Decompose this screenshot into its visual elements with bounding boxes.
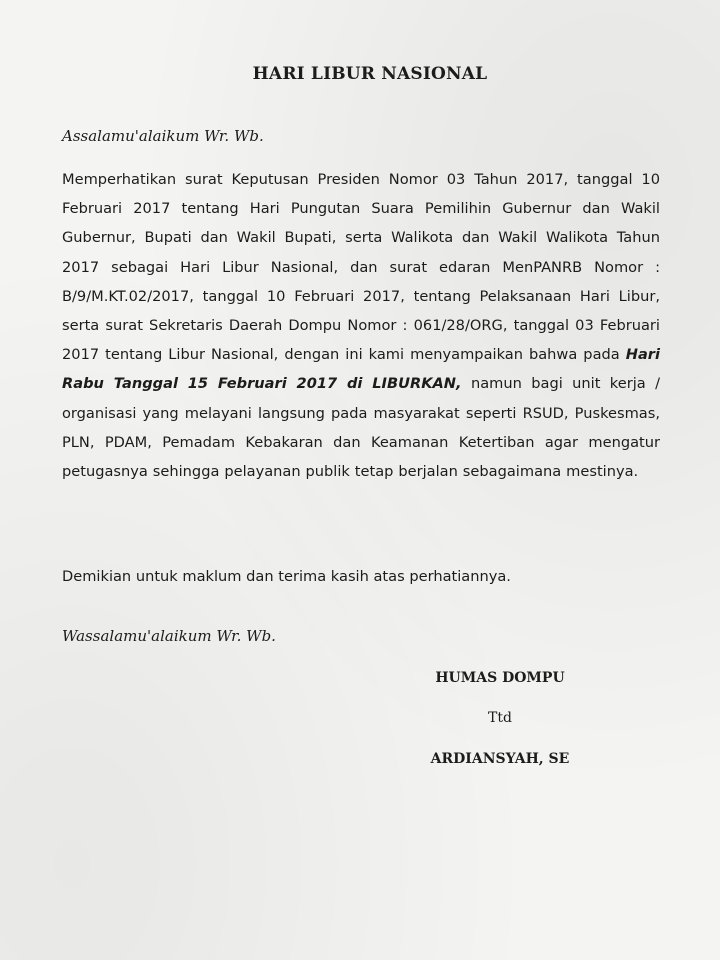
body-text-part1: Memperhatikan surat Keputusan Presiden Nomor 03 Tahun 2017, tanggal 10 Februari 2017 tentang Hari Pungutan Suara Pemilihin Gubernur dan Wakil Gubernur, Bupati dan Wakil Bupati, serta Walikota dan Wakil Walikota Tahun 2017 sebagai Hari Libur Nasional, dan surat edaran MenPANRB Nomor : B/9/M.KT.02/2017, tanggal 10 Februari 2017, tentang Pelaksanaan Hari Libur, serta surat Sekretaris Daerah Dompu Nomor : 061/28/ORG, tanggal 03 Februari 2017 tentang Libur Nasional, dengan ini kami menyampaikan bahwa pada	[62, 171, 660, 364]
body-paragraph	[62, 165, 660, 486]
signature-organization: HUMAS DOMPU	[435, 670, 565, 686]
signatory-name: ARDIANSYAH, SE	[430, 751, 570, 767]
body-text-part2: namun bagi unit kerja / organisasi yang melayani langsung pada masyarakat seperti RSUD, Puskesmas, PLN, PDAM, Pemadam Kebakaran dan Keamanan Ketertiban agar mengatur petugasnya sehingga pelayanan publik tetap berjalan sebagaimana mestinya.	[62, 375, 660, 481]
closing-paragraph: Demikian untuk maklum dan terima kasih atas perhatiannya.	[62, 568, 511, 585]
holiday-announcement: Hari Rabu Tanggal 15 Februari 2017 di LIBURKAN,	[62, 346, 660, 393]
opening-greeting: Assalamu'alaikum Wr. Wb.	[62, 127, 264, 145]
signature-ttd: Ttd	[488, 710, 512, 726]
document-title: HARI LIBUR NASIONAL	[252, 64, 488, 84]
closing-greeting: Wassalamu'alaikum Wr. Wb.	[62, 627, 276, 645]
